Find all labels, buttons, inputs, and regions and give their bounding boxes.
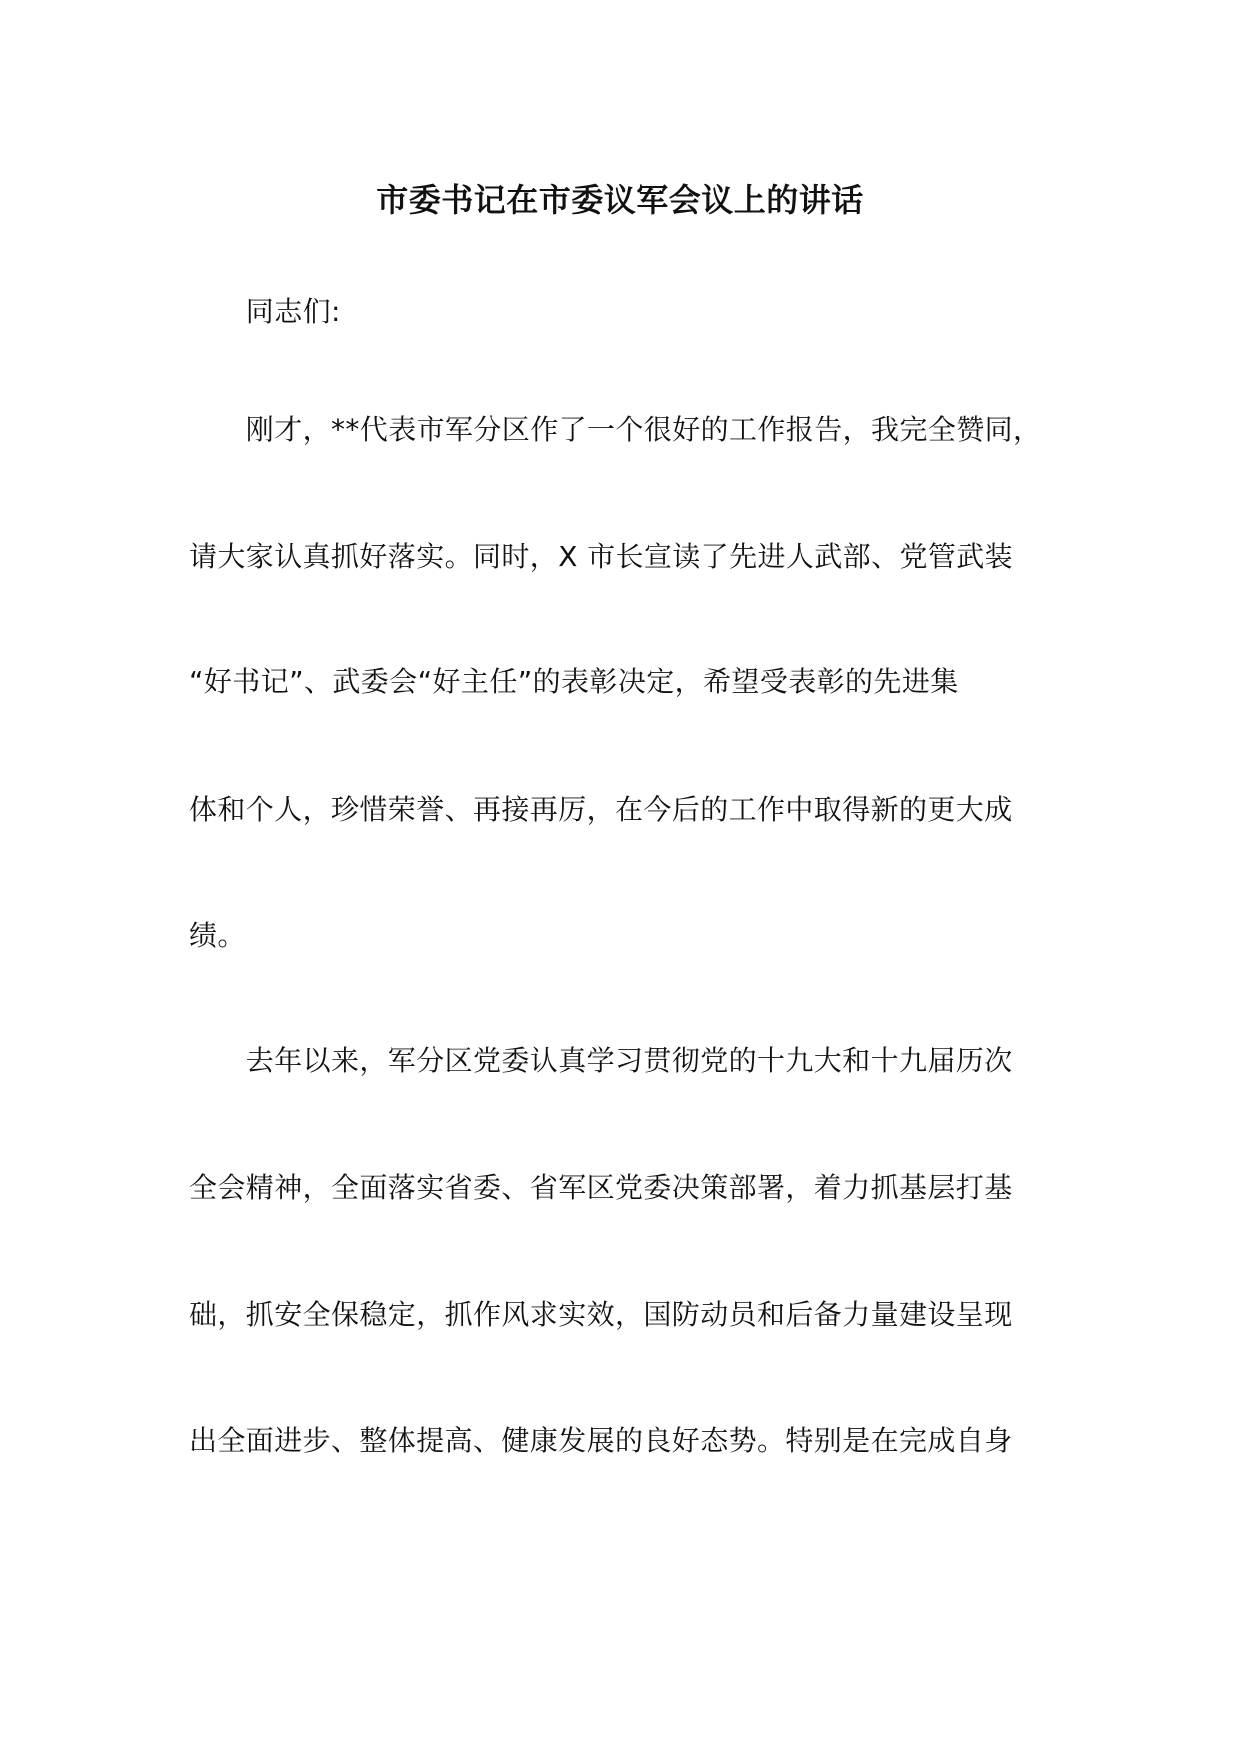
- text-line: 体和个人，珍惜荣誉、再接再厉，在今后的工作中取得新的更大成: [189, 793, 1013, 826]
- text-line: 刚才，**代表市军分区作了一个很好的工作报告，我完全赞同，: [189, 413, 1042, 446]
- document-title: 市委书记在市委议军会议上的讲话: [376, 181, 864, 219]
- text-line: 绩。: [189, 919, 246, 952]
- text-line: 全会精神，全面落实省委、省军区党委决策部署，着力抓基层打基: [189, 1171, 1013, 1204]
- text-line: 出全面进步、整体提高、健康发展的良好态势。特别是在完成自身: [189, 1424, 1013, 1457]
- text-line: “好书记”、武委会“好主任”的表彰决定，希望受表彰的先进集: [189, 665, 959, 698]
- text-line: 请大家认真抓好落实。同时，X 市长宣读了先进人武部、党管武装: [189, 540, 1014, 573]
- text-line: 同志们:: [189, 295, 341, 328]
- text-line: 础，抓安全保稳定，抓作风求实效，国防动员和后备力量建设呈现: [189, 1298, 1013, 1331]
- text-line: 去年以来，军分区党委认真学习贯彻党的十九大和十九届历次: [189, 1044, 1013, 1077]
